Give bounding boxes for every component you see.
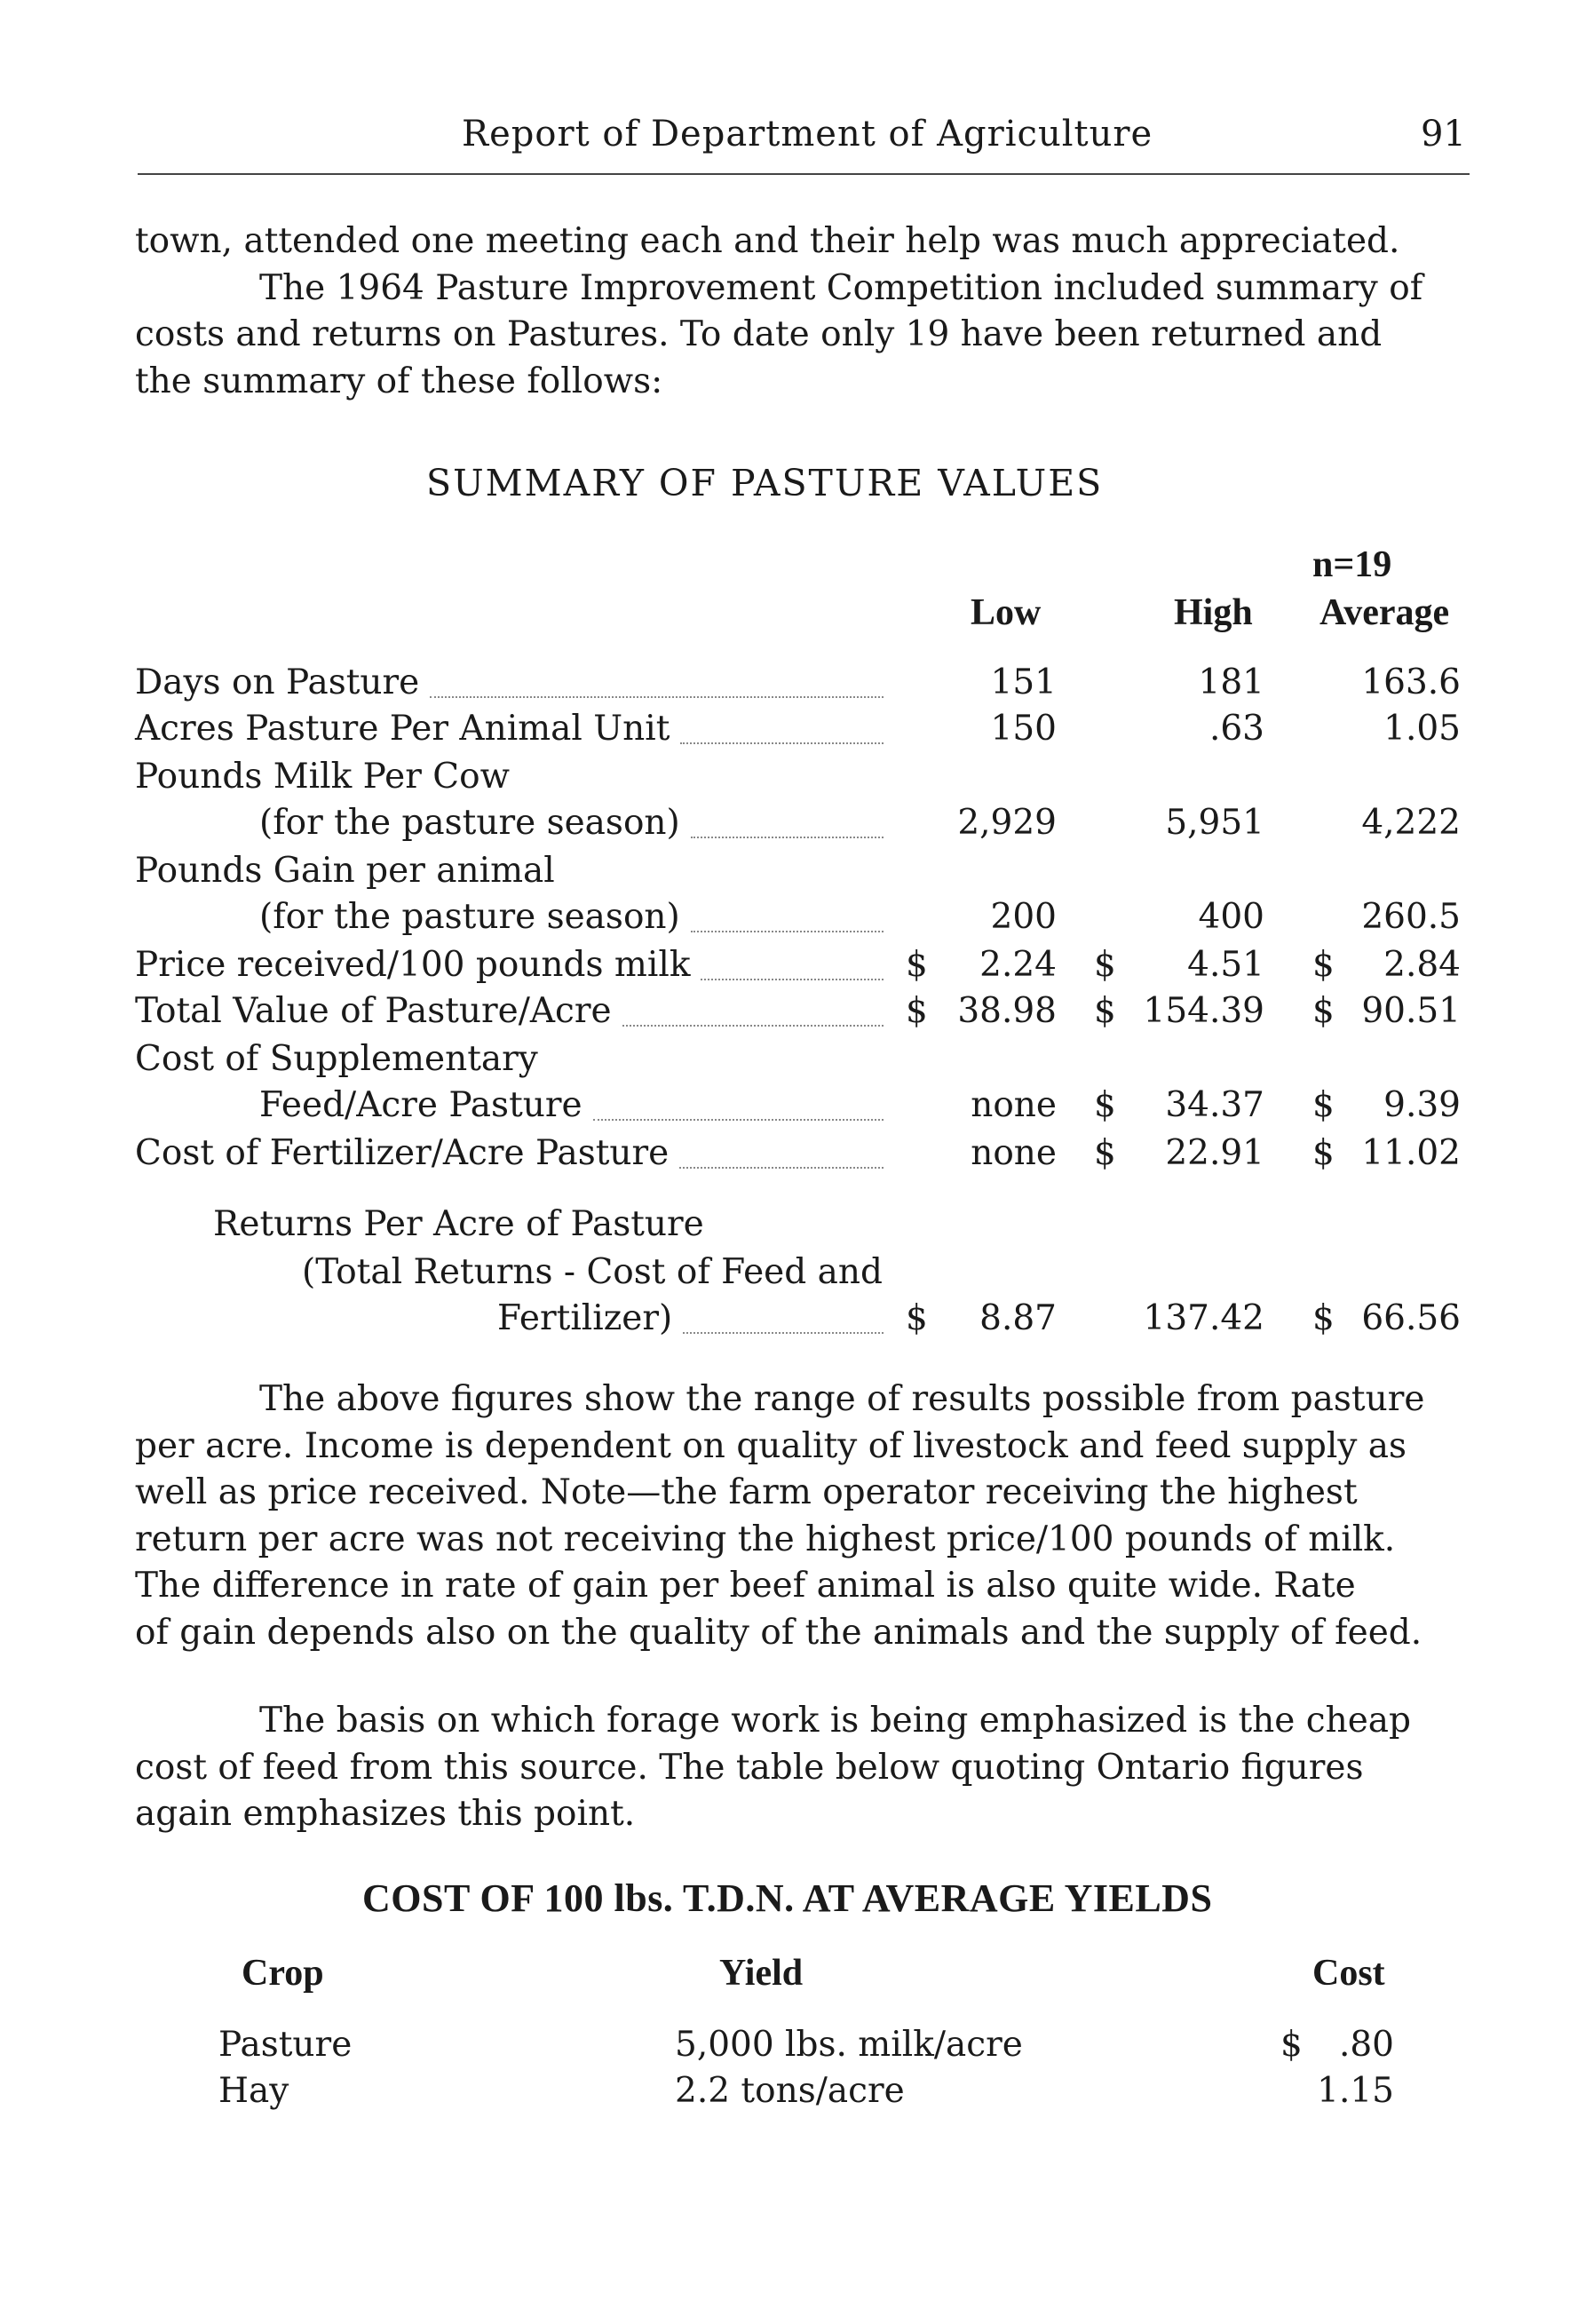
value-cell-avg: 2.84 <box>1383 945 1461 985</box>
value-cell-high: 4.51 <box>1187 945 1264 985</box>
crop-cell: Hay <box>218 2071 289 2111</box>
column-header-low: Low <box>971 592 1042 633</box>
row-label: Price received/100 pounds milk <box>135 945 691 985</box>
paragraph-line: The above figures show the range of results possible from pasture <box>259 1379 1425 1419</box>
analysis-paragraph <box>135 1376 1465 1656</box>
table-row <box>0 991 1577 1037</box>
value-cell-low: 150 <box>990 709 1057 749</box>
row-label: Acres Pasture Per Animal Unit <box>135 709 670 749</box>
paragraph-line: return per acre was not receiving the highest price/100 pounds of milk. <box>135 1519 1396 1559</box>
currency-symbol: $ <box>906 945 928 985</box>
value-cell-high: .63 <box>1209 709 1264 749</box>
value-cell-high: 154.39 <box>1143 991 1264 1031</box>
paragraph-line: The difference in rate of gain per beef animal is also quite wide. Rate <box>135 1566 1356 1606</box>
dot-leader <box>679 1165 884 1169</box>
value-cell-high: 34.37 <box>1165 1085 1264 1125</box>
dot-leader <box>430 694 884 698</box>
row-label: Fertilizer) <box>497 1298 673 1338</box>
summary-table-title: SUMMARY OF PASTURE VALUES <box>426 462 1104 504</box>
intro-paragraph <box>135 218 1465 405</box>
currency-symbol: $ <box>1280 2025 1303 2065</box>
column-header-crop: Crop <box>242 1953 324 1994</box>
row-label: (for the pasture season) <box>259 897 680 937</box>
table-row <box>0 851 1577 897</box>
value-cell-avg: 4,222 <box>1361 803 1461 843</box>
column-header-high: High <box>1174 592 1253 633</box>
currency-symbol: $ <box>1094 1133 1116 1173</box>
dot-leader <box>683 1330 884 1334</box>
currency-symbol: $ <box>1094 991 1116 1031</box>
dot-leader <box>701 977 884 980</box>
value-cell-avg: 9.39 <box>1383 1085 1461 1125</box>
value-cell-high: 5,951 <box>1165 803 1264 843</box>
value-cell-low: 38.98 <box>957 991 1057 1031</box>
paragraph-line: costs and returns on Pastures. To date only 19 have been returned and <box>135 314 1383 354</box>
table-row <box>0 1204 1577 1250</box>
row-label: Feed/Acre Pasture <box>259 1085 582 1125</box>
paragraph-line: well as price received. Note—the farm operator receiving the highest <box>135 1472 1358 1512</box>
row-label: Returns Per Acre of Pasture <box>213 1204 704 1244</box>
row-label: Cost of Fertilizer/Acre Pasture <box>135 1133 670 1173</box>
value-cell-low: 151 <box>990 662 1057 702</box>
currency-symbol: $ <box>1312 945 1335 985</box>
yield-cell: 5,000 lbs. milk/acre <box>675 2025 1023 2065</box>
currency-symbol: $ <box>1312 1085 1335 1125</box>
column-header-average: Average <box>1319 592 1450 633</box>
running-header-title: Report of Department of Agriculture <box>462 114 1153 155</box>
column-header-cost: Cost <box>1312 1953 1385 1994</box>
value-cell-low: none <box>971 1133 1057 1173</box>
value-cell-low: 2.24 <box>979 945 1057 985</box>
paragraph-line: again emphasizes this point. <box>135 1794 636 1834</box>
currency-symbol: $ <box>1312 1298 1335 1338</box>
table-row <box>0 1133 1577 1179</box>
value-cell-low: none <box>971 1085 1057 1125</box>
currency-symbol: $ <box>1312 991 1335 1031</box>
table-row <box>0 945 1577 991</box>
row-label: (for the pasture season) <box>259 803 680 843</box>
dot-leader <box>593 1117 884 1121</box>
table-row <box>0 897 1577 943</box>
table-row <box>0 662 1577 709</box>
forage-paragraph <box>135 1698 1465 1838</box>
header-divider <box>138 173 1470 175</box>
value-cell-avg: 1.05 <box>1383 709 1461 749</box>
table-row <box>0 757 1577 803</box>
table-row <box>0 709 1577 755</box>
dot-leader <box>691 835 884 838</box>
dot-leader <box>691 929 884 932</box>
row-label: Days on Pasture <box>135 662 420 702</box>
currency-symbol: $ <box>1094 1085 1116 1125</box>
currency-symbol: $ <box>1094 945 1116 985</box>
currency-symbol: $ <box>1312 1133 1335 1173</box>
table-row <box>0 1298 1577 1344</box>
value-cell-high: 137.42 <box>1143 1298 1264 1338</box>
paragraph-line: per acre. Income is dependent on quality of livestock and feed supply as <box>135 1425 1407 1466</box>
currency-symbol: $ <box>906 1298 928 1338</box>
table-row <box>0 1252 1577 1298</box>
crop-cell: Pasture <box>218 2025 353 2065</box>
value-cell-low: 200 <box>990 897 1057 937</box>
value-cell-high: 22.91 <box>1165 1133 1264 1173</box>
value-cell-low: 8.87 <box>979 1298 1057 1338</box>
currency-symbol: $ <box>906 991 928 1031</box>
paragraph-line: town, attended one meeting each and their help was much appreciated. <box>135 221 1400 261</box>
table-row <box>0 1085 1577 1131</box>
cost-cell: .80 <box>1338 2025 1394 2065</box>
value-cell-low: 2,929 <box>957 803 1057 843</box>
column-header-yield: Yield <box>719 1953 804 1994</box>
value-cell-avg: 11.02 <box>1361 1133 1461 1173</box>
value-cell-avg: 260.5 <box>1361 897 1461 937</box>
value-cell-avg: 66.56 <box>1361 1298 1461 1338</box>
yield-cell: 2.2 tons/acre <box>675 2071 905 2111</box>
row-label: Pounds Gain per animal <box>135 851 555 891</box>
value-cell-high: 400 <box>1198 897 1264 937</box>
paragraph-line: of gain depends also on the quality of the animals and the supply of feed. <box>135 1612 1422 1653</box>
row-label: Pounds Milk Per Cow <box>135 757 510 797</box>
sample-size-label: n=19 <box>1312 544 1392 585</box>
value-cell-high: 181 <box>1198 662 1264 702</box>
cost-cell: 1.15 <box>1317 2071 1394 2111</box>
cost-table-title: COST OF 100 lbs. T.D.N. AT AVERAGE YIELDS <box>362 1876 1213 1920</box>
value-cell-avg: 90.51 <box>1361 991 1461 1031</box>
table-row <box>0 1039 1577 1085</box>
table-row <box>0 803 1577 849</box>
paragraph-line: cost of feed from this source. The table below quoting Ontario figures <box>135 1747 1364 1788</box>
row-label: (Total Returns - Cost of Feed and <box>302 1252 883 1292</box>
row-label: Total Value of Pasture/Acre <box>135 991 612 1031</box>
paragraph-line: The 1964 Pasture Improvement Competition included summary of <box>259 267 1423 308</box>
row-label: Cost of Supplementary <box>135 1039 538 1079</box>
paragraph-line: The basis on which forage work is being emphasized is the cheap <box>259 1701 1411 1741</box>
paragraph-line: the summary of these follows: <box>135 361 663 401</box>
dot-leader <box>622 1023 884 1027</box>
page-number: 91 <box>1421 114 1466 155</box>
value-cell-avg: 163.6 <box>1361 662 1461 702</box>
dot-leader <box>680 741 884 744</box>
